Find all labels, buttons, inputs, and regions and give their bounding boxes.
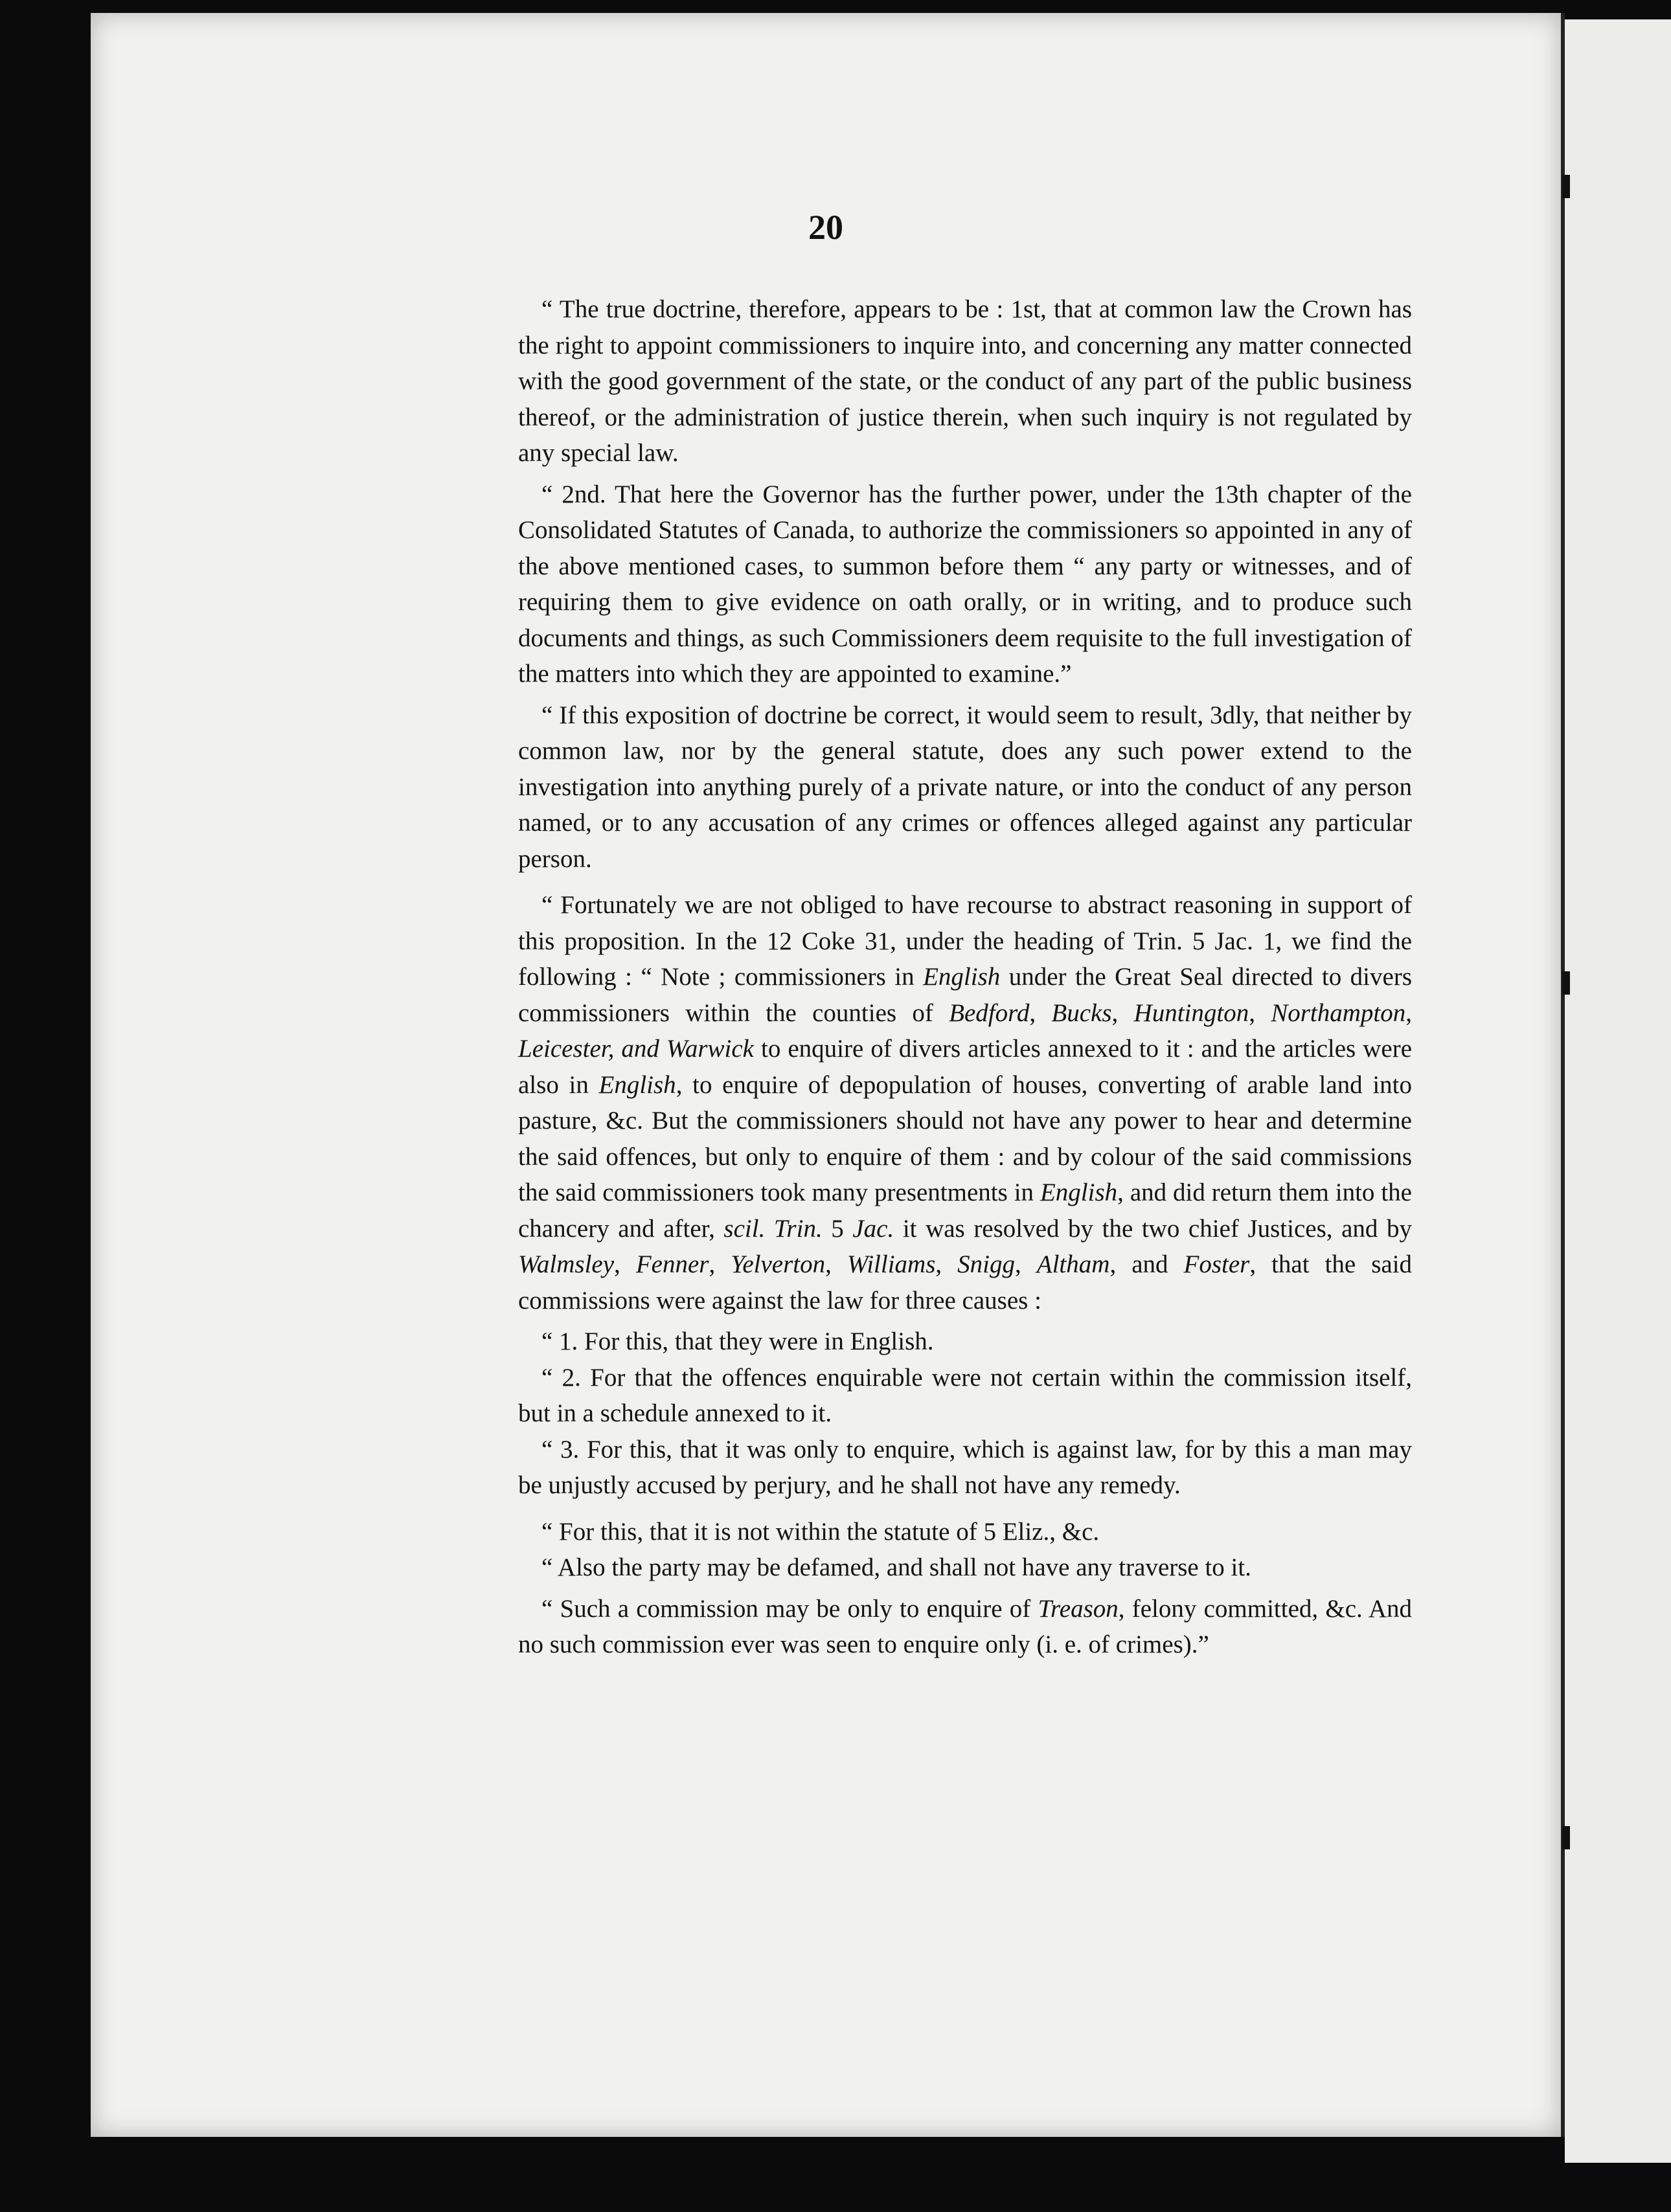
cause-one: “ 1. For this, that they were in English. <box>541 1327 934 1355</box>
text-run: , <box>614 1250 636 1278</box>
italic-snigg: Snigg <box>957 1250 1015 1278</box>
text-run: , that the said commissions were against the law for three causes : <box>518 1250 1413 1315</box>
text-run: 5 <box>822 1214 853 1243</box>
italic-foster: Foster <box>1183 1250 1250 1278</box>
text-run: , <box>1249 999 1271 1027</box>
italic-english: English <box>598 1070 676 1099</box>
italic-williams: Williams <box>847 1250 936 1278</box>
text-run: , <box>1111 999 1134 1027</box>
text-run: , <box>709 1250 731 1278</box>
document-page <box>91 13 1565 2137</box>
italic-leicester-warwick: Leicester, and Warwick <box>518 1035 754 1063</box>
italic-northampton: Northampton <box>1271 999 1406 1027</box>
paragraph-true-doctrine: “ The true doctrine, therefore, appears to be : 1st, that at common law the Crown has the right to appoint commissioners to inquire into, and concerning any matter connected with the good government of the state, or the conduct of any part of the public business thereof, or the administration of justice therein, when such inquiry is not regulated by any special law. <box>518 295 1412 467</box>
cause-three: “ 3. For this, that it was only to enquire, which is against law, for by this a man may be unjustly accused by perjury, and he shall not have any remedy. <box>518 1435 1412 1499</box>
text-run: , <box>935 1250 958 1278</box>
text-run: to enquire of divers articles annexed to it : and the articles were also in <box>518 1035 1413 1099</box>
binding-mark <box>1562 1826 1570 1849</box>
text-run: , felony committed, &c. And no such commission ever was seen to enquire only (i. e. of crimes).” <box>518 1594 1413 1658</box>
italic-huntington: Huntington <box>1133 999 1249 1027</box>
italic-fenner: Fenner <box>635 1250 709 1278</box>
text-run: , and did return them into the chancery and after, <box>518 1179 1412 1243</box>
text-run: “ Fortunately we are not obliged to have recourse to abstract reasoning in support of this proposition. In the 12 Coke 31, under the heading of Trin. 5 Jac. 1, we find the following : “ Note ; commissioners in <box>518 891 1412 991</box>
paragraph-coke-quotation <box>518 887 1412 1318</box>
italic-bucks: Bucks <box>1051 999 1112 1027</box>
italic-yelverton: Yelverton <box>731 1250 826 1278</box>
italic-treason: Treason <box>1038 1594 1119 1623</box>
text-run: , to enquire of depopulation of houses, converting of arable land into pasture, &c. But the commissioners should not have any power to hear and determine the said offences, but only to enquire of them : and by colour of the said commissions the said commissioners took many presentments in <box>518 1070 1412 1206</box>
paragraph-defamed: “ Also the party may be defamed, and shall not have any traverse to it. <box>541 1553 1251 1581</box>
text-run: under the Great Seal directed to divers commissioners within the counties of <box>518 963 1412 1027</box>
page-number: 20 <box>808 208 843 247</box>
italic-altham: Altham <box>1036 1250 1110 1278</box>
adjacent-page-edge <box>1565 19 1671 2163</box>
text-run: , <box>825 1250 847 1278</box>
text-run: , <box>1029 999 1052 1027</box>
text-run: “ Such a commission may be only to enquire of <box>541 1594 1038 1623</box>
italic-scil-trin: scil. Trin. <box>723 1214 823 1243</box>
binding-mark <box>1562 971 1570 995</box>
paragraph-statute: “ For this, that it is not within the statute of 5 Eliz., &c. <box>541 1517 1100 1546</box>
paragraph-treason <box>518 1591 1412 1663</box>
italic-bedford: Bedford <box>949 999 1030 1027</box>
text-run: it was resolved by the two chief Justices, and by <box>894 1214 1412 1243</box>
paragraph-exposition: “ If this exposition of doctrine be correct, it would seem to result, 3dly, that neither by common law, nor by the general statute, does any such power extend to the investigation into anything purely of a private nature, or into the conduct of any person named, or to any accusation of any crimes or offences alleged against any particular person. <box>518 701 1412 873</box>
italic-english: English <box>923 963 1001 991</box>
binding-mark <box>1562 175 1570 198</box>
italic-walmsley: Walmsley <box>518 1250 615 1278</box>
italic-english: English <box>1040 1179 1118 1206</box>
body-text <box>518 291 1412 1663</box>
text-run: , <box>1015 1250 1037 1278</box>
text-run: , <box>1405 999 1413 1027</box>
italic-jac: Jac. <box>852 1214 894 1243</box>
paragraph-second-point: “ 2nd. That here the Governor has the further power, under the 13th chapter of the Consolidated Statutes of Canada, to authorize the commissioners so appointed in any of the above mentioned cases, to summon before them “ any party or witnesses, and of requiring them to give evidence on oath orally, or in writing, and to produce such documents and things, as such Commissioners deem requisite to the full investigation of the matters into which they are appointed to examine.” <box>518 480 1412 688</box>
text-run: , and <box>1109 1250 1184 1278</box>
cause-two: “ 2. For that the offences enquirable were not certain within the commission itself, but in a schedule annexed to it. <box>518 1363 1412 1427</box>
